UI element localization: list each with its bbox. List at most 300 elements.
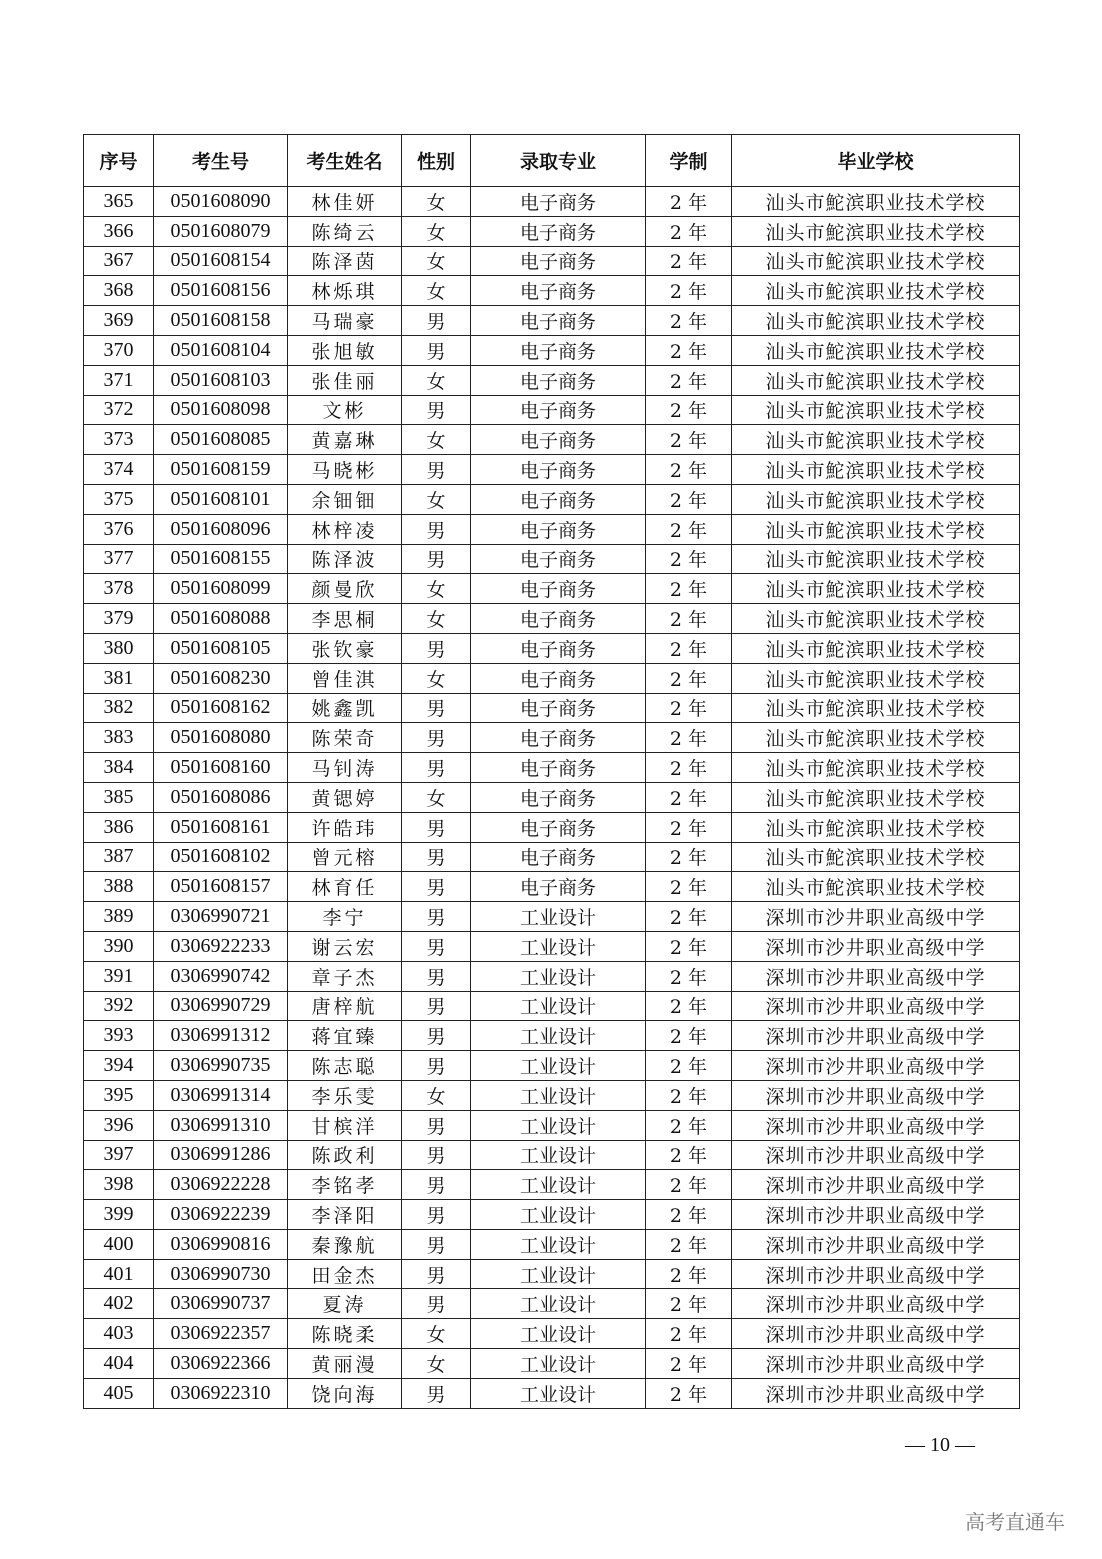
cell-school: 汕头市鮀滨职业技术学校 [732, 782, 1020, 812]
cell-gender: 男 [402, 1259, 471, 1289]
cell-exam-id: 0501608162 [154, 693, 288, 723]
table-row [84, 1140, 1020, 1170]
cell-seq: 387 [84, 842, 154, 872]
cell-major: 工业设计 [471, 1289, 646, 1319]
table-row [84, 574, 1020, 604]
cell-school: 深圳市沙井职业高级中学 [732, 931, 1020, 961]
cell-name: 陈泽茵 [288, 246, 402, 276]
cell-major: 工业设计 [471, 1051, 646, 1081]
cell-seq: 391 [84, 961, 154, 991]
table-row [84, 1080, 1020, 1110]
table-row [84, 1289, 1020, 1319]
cell-gender: 女 [402, 782, 471, 812]
cell-exam-id: 0501608154 [154, 246, 288, 276]
cell-exam-id: 0501608080 [154, 723, 288, 753]
cell-exam-id: 0306922357 [154, 1319, 288, 1349]
cell-name: 林烁琪 [288, 276, 402, 306]
cell-exam-id: 0306991312 [154, 1021, 288, 1051]
cell-name: 饶向海 [288, 1378, 402, 1408]
cell-name: 陈荣奇 [288, 723, 402, 753]
cell-duration: 2 年 [646, 604, 732, 634]
cell-duration: 2 年 [646, 335, 732, 365]
cell-school: 汕头市鮀滨职业技术学校 [732, 604, 1020, 634]
cell-name: 陈志聪 [288, 1051, 402, 1081]
table-row [84, 693, 1020, 723]
cell-name: 马晓彬 [288, 455, 402, 485]
cell-duration: 2 年 [646, 187, 732, 217]
cell-name: 陈晓柔 [288, 1319, 402, 1349]
cell-duration: 2 年 [646, 246, 732, 276]
cell-duration: 2 年 [646, 484, 732, 514]
header-seq: 序号 [84, 135, 154, 187]
cell-gender: 女 [402, 484, 471, 514]
cell-seq: 385 [84, 782, 154, 812]
cell-gender: 男 [402, 1378, 471, 1408]
cell-name: 甘槟洋 [288, 1110, 402, 1140]
cell-exam-id: 0501608104 [154, 335, 288, 365]
cell-gender: 男 [402, 961, 471, 991]
header-exam-id: 考生号 [154, 135, 288, 187]
cell-duration: 2 年 [646, 782, 732, 812]
table-row [84, 1170, 1020, 1200]
cell-duration: 2 年 [646, 1289, 732, 1319]
cell-duration: 2 年 [646, 812, 732, 842]
cell-name: 曾元榕 [288, 842, 402, 872]
cell-school: 汕头市鮀滨职业技术学校 [732, 872, 1020, 902]
cell-exam-id: 0501608079 [154, 216, 288, 246]
cell-exam-id: 0306990721 [154, 902, 288, 932]
admission-table [83, 134, 1020, 1409]
cell-school: 深圳市沙井职业高级中学 [732, 991, 1020, 1021]
header-major: 录取专业 [471, 135, 646, 187]
cell-duration: 2 年 [646, 574, 732, 604]
header-gender: 性别 [402, 135, 471, 187]
cell-seq: 380 [84, 633, 154, 663]
cell-exam-id: 0306990737 [154, 1289, 288, 1319]
cell-major: 电子商务 [471, 574, 646, 604]
cell-name: 马钊涛 [288, 753, 402, 783]
table-row [84, 514, 1020, 544]
cell-school: 汕头市鮀滨职业技术学校 [732, 306, 1020, 336]
cell-major: 工业设计 [471, 1021, 646, 1051]
cell-seq: 373 [84, 425, 154, 455]
cell-school: 深圳市沙井职业高级中学 [732, 1289, 1020, 1319]
cell-major: 电子商务 [471, 306, 646, 336]
cell-seq: 405 [84, 1378, 154, 1408]
cell-seq: 376 [84, 514, 154, 544]
cell-gender: 女 [402, 1080, 471, 1110]
cell-gender: 女 [402, 574, 471, 604]
cell-school: 汕头市鮀滨职业技术学校 [732, 216, 1020, 246]
cell-school: 汕头市鮀滨职业技术学校 [732, 425, 1020, 455]
cell-gender: 男 [402, 753, 471, 783]
cell-school: 深圳市沙井职业高级中学 [732, 1080, 1020, 1110]
cell-duration: 2 年 [646, 276, 732, 306]
table-row [84, 246, 1020, 276]
cell-major: 工业设计 [471, 931, 646, 961]
cell-school: 汕头市鮀滨职业技术学校 [732, 544, 1020, 574]
cell-gender: 女 [402, 1319, 471, 1349]
cell-duration: 2 年 [646, 544, 732, 574]
table-row [84, 1349, 1020, 1379]
cell-name: 李铭孝 [288, 1170, 402, 1200]
cell-seq: 392 [84, 991, 154, 1021]
cell-gender: 男 [402, 1021, 471, 1051]
cell-school: 汕头市鮀滨职业技术学校 [732, 663, 1020, 693]
cell-school: 汕头市鮀滨职业技术学校 [732, 514, 1020, 544]
cell-exam-id: 0501608155 [154, 544, 288, 574]
cell-seq: 399 [84, 1200, 154, 1230]
cell-name: 谢云宏 [288, 931, 402, 961]
cell-duration: 2 年 [646, 1229, 732, 1259]
cell-school: 深圳市沙井职业高级中学 [732, 1140, 1020, 1170]
cell-duration: 2 年 [646, 365, 732, 395]
cell-duration: 2 年 [646, 1378, 732, 1408]
cell-gender: 女 [402, 1349, 471, 1379]
cell-duration: 2 年 [646, 961, 732, 991]
cell-seq: 375 [84, 484, 154, 514]
table-row [84, 663, 1020, 693]
cell-gender: 男 [402, 931, 471, 961]
cell-major: 工业设计 [471, 991, 646, 1021]
table-row [84, 306, 1020, 336]
cell-gender: 女 [402, 365, 471, 395]
table-row [84, 425, 1020, 455]
cell-seq: 379 [84, 604, 154, 634]
cell-exam-id: 0501608159 [154, 455, 288, 485]
table-row [84, 276, 1020, 306]
cell-exam-id: 0501608105 [154, 633, 288, 663]
cell-gender: 男 [402, 544, 471, 574]
cell-duration: 2 年 [646, 753, 732, 783]
cell-seq: 402 [84, 1289, 154, 1319]
cell-seq: 393 [84, 1021, 154, 1051]
cell-gender: 男 [402, 872, 471, 902]
cell-school: 汕头市鮀滨职业技术学校 [732, 395, 1020, 425]
cell-school: 汕头市鮀滨职业技术学校 [732, 723, 1020, 753]
cell-name: 张旭敏 [288, 335, 402, 365]
cell-name: 唐梓航 [288, 991, 402, 1021]
cell-duration: 2 年 [646, 991, 732, 1021]
table-row [84, 604, 1020, 634]
cell-seq: 384 [84, 753, 154, 783]
cell-major: 电子商务 [471, 335, 646, 365]
header-school: 毕业学校 [732, 135, 1020, 187]
table-row [84, 1200, 1020, 1230]
cell-duration: 2 年 [646, 395, 732, 425]
cell-school: 深圳市沙井职业高级中学 [732, 1259, 1020, 1289]
table-row [84, 1259, 1020, 1289]
cell-exam-id: 0306991310 [154, 1110, 288, 1140]
cell-school: 汕头市鮀滨职业技术学校 [732, 365, 1020, 395]
cell-name: 张钦豪 [288, 633, 402, 663]
cell-seq: 368 [84, 276, 154, 306]
cell-gender: 男 [402, 902, 471, 932]
cell-seq: 395 [84, 1080, 154, 1110]
cell-name: 秦豫航 [288, 1229, 402, 1259]
cell-name: 李泽阳 [288, 1200, 402, 1230]
cell-major: 电子商务 [471, 425, 646, 455]
cell-seq: 374 [84, 455, 154, 485]
cell-exam-id: 0501608158 [154, 306, 288, 336]
cell-exam-id: 0501608088 [154, 604, 288, 634]
cell-exam-id: 0501608156 [154, 276, 288, 306]
cell-duration: 2 年 [646, 693, 732, 723]
cell-exam-id: 0306991286 [154, 1140, 288, 1170]
cell-school: 汕头市鮀滨职业技术学校 [732, 484, 1020, 514]
table-row [84, 1021, 1020, 1051]
cell-exam-id: 0306922310 [154, 1378, 288, 1408]
cell-major: 电子商务 [471, 365, 646, 395]
cell-school: 汕头市鮀滨职业技术学校 [732, 335, 1020, 365]
cell-duration: 2 年 [646, 455, 732, 485]
cell-school: 深圳市沙井职业高级中学 [732, 1051, 1020, 1081]
cell-gender: 男 [402, 1140, 471, 1170]
table-row [84, 902, 1020, 932]
cell-name: 陈泽波 [288, 544, 402, 574]
cell-name: 林佳妍 [288, 187, 402, 217]
cell-major: 工业设计 [471, 1110, 646, 1140]
cell-name: 余钿钿 [288, 484, 402, 514]
table-row [84, 812, 1020, 842]
cell-gender: 男 [402, 723, 471, 753]
cell-gender: 男 [402, 455, 471, 485]
cell-exam-id: 0501608098 [154, 395, 288, 425]
cell-gender: 男 [402, 1110, 471, 1140]
cell-name: 田金杰 [288, 1259, 402, 1289]
cell-seq: 403 [84, 1319, 154, 1349]
cell-school: 深圳市沙井职业高级中学 [732, 1110, 1020, 1140]
cell-major: 电子商务 [471, 246, 646, 276]
cell-exam-id: 0501608086 [154, 782, 288, 812]
cell-duration: 2 年 [646, 1319, 732, 1349]
cell-name: 林梓凌 [288, 514, 402, 544]
cell-major: 工业设计 [471, 961, 646, 991]
cell-seq: 370 [84, 335, 154, 365]
cell-school: 深圳市沙井职业高级中学 [732, 1349, 1020, 1379]
cell-school: 汕头市鮀滨职业技术学校 [732, 693, 1020, 723]
cell-name: 颜曼欣 [288, 574, 402, 604]
cell-duration: 2 年 [646, 1080, 732, 1110]
cell-exam-id: 0501608090 [154, 187, 288, 217]
cell-name: 陈政利 [288, 1140, 402, 1170]
cell-name: 夏涛 [288, 1289, 402, 1319]
cell-major: 电子商务 [471, 663, 646, 693]
cell-school: 汕头市鮀滨职业技术学校 [732, 574, 1020, 604]
table-row [84, 216, 1020, 246]
table-row [84, 1051, 1020, 1081]
cell-major: 电子商务 [471, 544, 646, 574]
cell-duration: 2 年 [646, 842, 732, 872]
cell-school: 汕头市鮀滨职业技术学校 [732, 633, 1020, 663]
cell-gender: 女 [402, 425, 471, 455]
cell-exam-id: 0501608157 [154, 872, 288, 902]
cell-gender: 男 [402, 1289, 471, 1319]
table-row [84, 1378, 1020, 1408]
cell-gender: 男 [402, 633, 471, 663]
cell-name: 曾佳淇 [288, 663, 402, 693]
cell-school: 汕头市鮀滨职业技术学校 [732, 812, 1020, 842]
cell-exam-id: 0306922228 [154, 1170, 288, 1200]
cell-gender: 男 [402, 395, 471, 425]
cell-exam-id: 0306991314 [154, 1080, 288, 1110]
table-row [84, 187, 1020, 217]
cell-exam-id: 0501608161 [154, 812, 288, 842]
cell-duration: 2 年 [646, 633, 732, 663]
cell-school: 深圳市沙井职业高级中学 [732, 1319, 1020, 1349]
cell-duration: 2 年 [646, 931, 732, 961]
table-row [84, 723, 1020, 753]
table-row [84, 931, 1020, 961]
cell-gender: 女 [402, 216, 471, 246]
cell-school: 深圳市沙井职业高级中学 [732, 902, 1020, 932]
cell-name: 许皓玮 [288, 812, 402, 842]
cell-school: 深圳市沙井职业高级中学 [732, 961, 1020, 991]
cell-major: 电子商务 [471, 187, 646, 217]
cell-major: 工业设计 [471, 1140, 646, 1170]
cell-seq: 386 [84, 812, 154, 842]
cell-major: 电子商务 [471, 276, 646, 306]
cell-school: 汕头市鮀滨职业技术学校 [732, 455, 1020, 485]
cell-exam-id: 0306922366 [154, 1349, 288, 1379]
cell-seq: 365 [84, 187, 154, 217]
cell-school: 汕头市鮀滨职业技术学校 [732, 276, 1020, 306]
cell-major: 工业设计 [471, 1378, 646, 1408]
cell-gender: 男 [402, 1170, 471, 1200]
cell-major: 电子商务 [471, 484, 646, 514]
cell-school: 深圳市沙井职业高级中学 [732, 1378, 1020, 1408]
cell-school: 汕头市鮀滨职业技术学校 [732, 187, 1020, 217]
cell-duration: 2 年 [646, 425, 732, 455]
cell-seq: 366 [84, 216, 154, 246]
cell-seq: 371 [84, 365, 154, 395]
table-header-row [84, 135, 1020, 187]
table-row [84, 395, 1020, 425]
table-row [84, 991, 1020, 1021]
cell-major: 电子商务 [471, 514, 646, 544]
cell-exam-id: 0501608085 [154, 425, 288, 455]
cell-gender: 男 [402, 1200, 471, 1230]
cell-duration: 2 年 [646, 1200, 732, 1230]
cell-duration: 2 年 [646, 216, 732, 246]
table-row [84, 365, 1020, 395]
cell-major: 电子商务 [471, 842, 646, 872]
cell-exam-id: 0501608101 [154, 484, 288, 514]
cell-name: 文彬 [288, 395, 402, 425]
cell-major: 电子商务 [471, 693, 646, 723]
cell-name: 章子杰 [288, 961, 402, 991]
cell-major: 电子商务 [471, 753, 646, 783]
table-row [84, 1319, 1020, 1349]
cell-major: 电子商务 [471, 723, 646, 753]
table-row [84, 961, 1020, 991]
cell-exam-id: 0501608099 [154, 574, 288, 604]
cell-seq: 390 [84, 931, 154, 961]
cell-gender: 男 [402, 842, 471, 872]
cell-duration: 2 年 [646, 1140, 732, 1170]
cell-school: 汕头市鮀滨职业技术学校 [732, 842, 1020, 872]
cell-exam-id: 0306990730 [154, 1259, 288, 1289]
cell-duration: 2 年 [646, 723, 732, 753]
cell-seq: 396 [84, 1110, 154, 1140]
cell-school: 深圳市沙井职业高级中学 [732, 1229, 1020, 1259]
cell-seq: 382 [84, 693, 154, 723]
cell-major: 工业设计 [471, 902, 646, 932]
cell-exam-id: 0306922233 [154, 931, 288, 961]
cell-name: 黄嘉琳 [288, 425, 402, 455]
cell-major: 电子商务 [471, 633, 646, 663]
table-row [84, 842, 1020, 872]
cell-major: 电子商务 [471, 782, 646, 812]
cell-gender: 女 [402, 187, 471, 217]
cell-major: 工业设计 [471, 1229, 646, 1259]
cell-seq: 377 [84, 544, 154, 574]
cell-gender: 男 [402, 812, 471, 842]
table-row [84, 872, 1020, 902]
cell-exam-id: 0306990816 [154, 1229, 288, 1259]
cell-name: 黄丽漫 [288, 1349, 402, 1379]
cell-name: 蒋宜臻 [288, 1021, 402, 1051]
watermark: 高考直通车 [965, 1510, 1065, 1534]
cell-name: 李宁 [288, 902, 402, 932]
cell-major: 工业设计 [471, 1080, 646, 1110]
cell-seq: 367 [84, 246, 154, 276]
cell-name: 马瑞豪 [288, 306, 402, 336]
cell-exam-id: 0501608103 [154, 365, 288, 395]
cell-seq: 400 [84, 1229, 154, 1259]
cell-gender: 男 [402, 1051, 471, 1081]
cell-gender: 男 [402, 693, 471, 723]
cell-name: 林育任 [288, 872, 402, 902]
header-duration: 学制 [646, 135, 732, 187]
cell-school: 深圳市沙井职业高级中学 [732, 1170, 1020, 1200]
cell-duration: 2 年 [646, 306, 732, 336]
cell-exam-id: 0306990729 [154, 991, 288, 1021]
cell-duration: 2 年 [646, 902, 732, 932]
cell-duration: 2 年 [646, 1051, 732, 1081]
cell-name: 李乐雯 [288, 1080, 402, 1110]
table-row [84, 484, 1020, 514]
cell-seq: 398 [84, 1170, 154, 1200]
cell-major: 工业设计 [471, 1259, 646, 1289]
cell-gender: 女 [402, 663, 471, 693]
cell-exam-id: 0306990735 [154, 1051, 288, 1081]
cell-seq: 397 [84, 1140, 154, 1170]
cell-seq: 378 [84, 574, 154, 604]
table-row [84, 1229, 1020, 1259]
cell-exam-id: 0501608160 [154, 753, 288, 783]
cell-major: 电子商务 [471, 216, 646, 246]
table-row [84, 544, 1020, 574]
cell-exam-id: 0306922239 [154, 1200, 288, 1230]
cell-major: 电子商务 [471, 812, 646, 842]
cell-gender: 女 [402, 276, 471, 306]
cell-seq: 404 [84, 1349, 154, 1379]
cell-gender: 男 [402, 1229, 471, 1259]
cell-major: 工业设计 [471, 1170, 646, 1200]
cell-exam-id: 0501608230 [154, 663, 288, 693]
cell-school: 汕头市鮀滨职业技术学校 [732, 246, 1020, 276]
page-number: — 10 — [905, 1434, 975, 1456]
cell-major: 工业设计 [471, 1200, 646, 1230]
cell-duration: 2 年 [646, 1259, 732, 1289]
cell-name: 黄锶婷 [288, 782, 402, 812]
cell-duration: 2 年 [646, 1349, 732, 1379]
cell-name: 姚鑫凯 [288, 693, 402, 723]
cell-gender: 男 [402, 335, 471, 365]
cell-seq: 388 [84, 872, 154, 902]
cell-seq: 372 [84, 395, 154, 425]
